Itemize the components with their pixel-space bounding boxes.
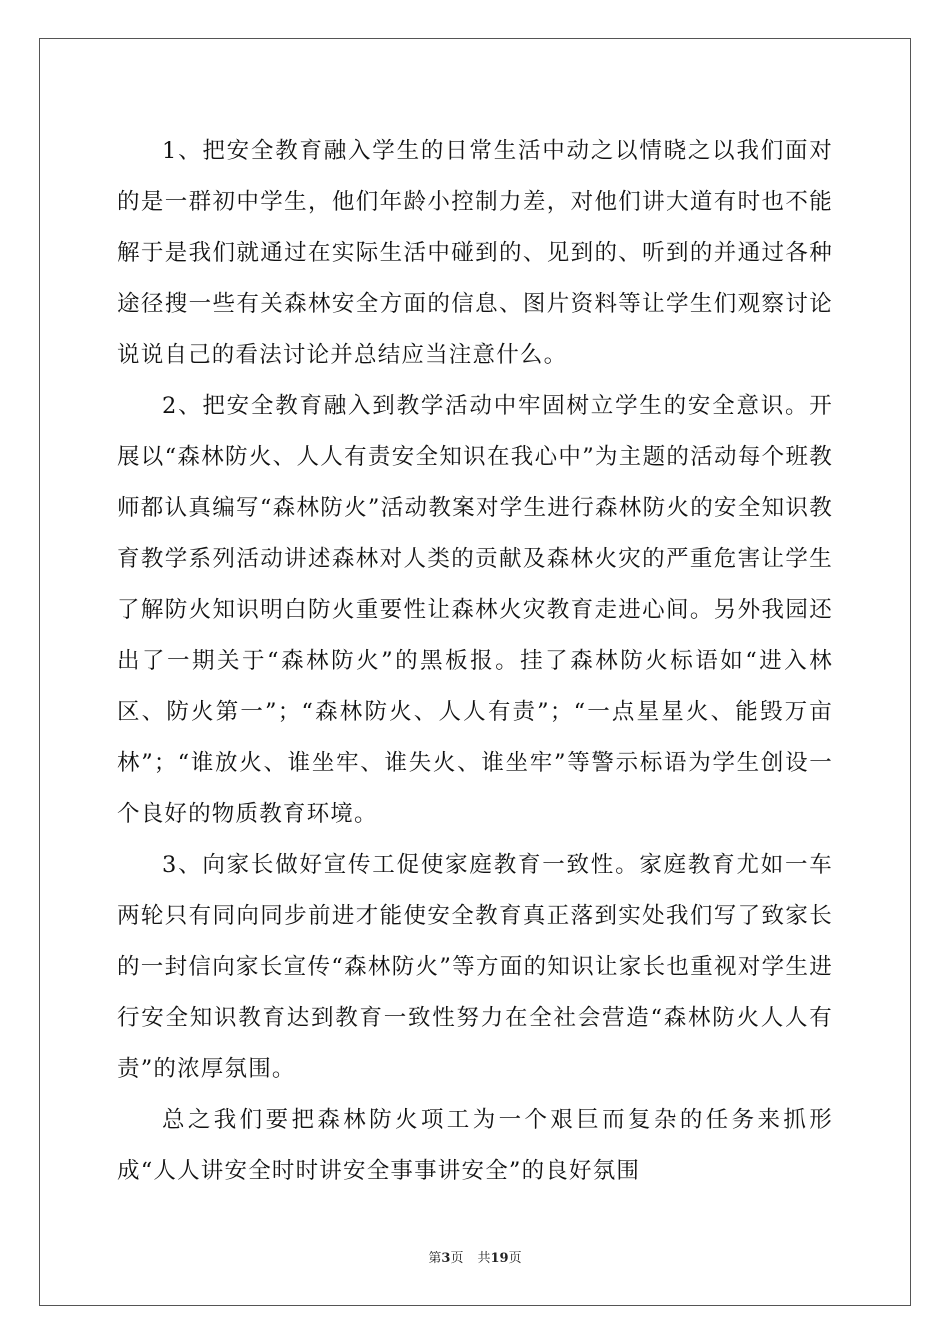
total-page-number: 19 (490, 1251, 509, 1266)
paragraph-2: 2、把安全教育融入到教学活动中牢固树立学生的安全意识。开展以“森林防火、人人有责安全知识在我心中”为主题的活动每个班教师都认真编写“森林防火”活动教案对学生进行森林防火的安全知识教育教学系列活动讲述森林对人类的贡献及森林火灾的严重危害让学生了解防火知识明白防火重要性让森林火灾教育走进心间。另外我园还出了一期关于“森林防火”的黑板报。挂了森林防火标语如“进入林区、防火第一”；“森林防火、人人有责”；“一点星星火、能毁万亩林”；“谁放火、谁坐牢、谁失火、谁坐牢”等警示标语为学生创设一个良好的物质教育环境。 (117, 393, 833, 827)
page-unit: 页 (450, 1251, 464, 1266)
page-prefix: 第 (428, 1251, 442, 1266)
paragraph-4: 总之我们要把森林防火项工为一个艰巨而复杂的任务来抓形成“人人讲安全时时讲安全事事讲安全”的良好氛围 (117, 1107, 833, 1184)
current-page-number: 3 (441, 1251, 451, 1266)
total-prefix: 共 (477, 1251, 491, 1266)
paragraph-3: 3、向家长做好宣传工促使家庭教育一致性。家庭教育尤如一车两轮只有同向同步前进才能使安全教育真正落到实处我们写了致家长的一封信向家长宣传“森林防火”等方面的知识让家长也重视对学生进行安全知识教育达到教育一致性努力在全社会营造“森林防火人人有责”的浓厚氛围。 (117, 852, 833, 1082)
total-unit: 页 (508, 1251, 522, 1266)
paragraph-1: 1、把安全教育融入学生的日常生活中动之以情晓之以我们面对的是一群初中学生，他们年龄小控制力差，对他们讲大道有时也不能解于是我们就通过在实际生活中碰到的、见到的、听到的并通过各种途径搜一些有关森林安全方面的信息、图片资料等让学生们观察讨论说说自己的看法讨论并总结应当注意什么。 (117, 138, 833, 368)
page-footer (0, 1247, 950, 1266)
document-body (117, 126, 833, 1197)
